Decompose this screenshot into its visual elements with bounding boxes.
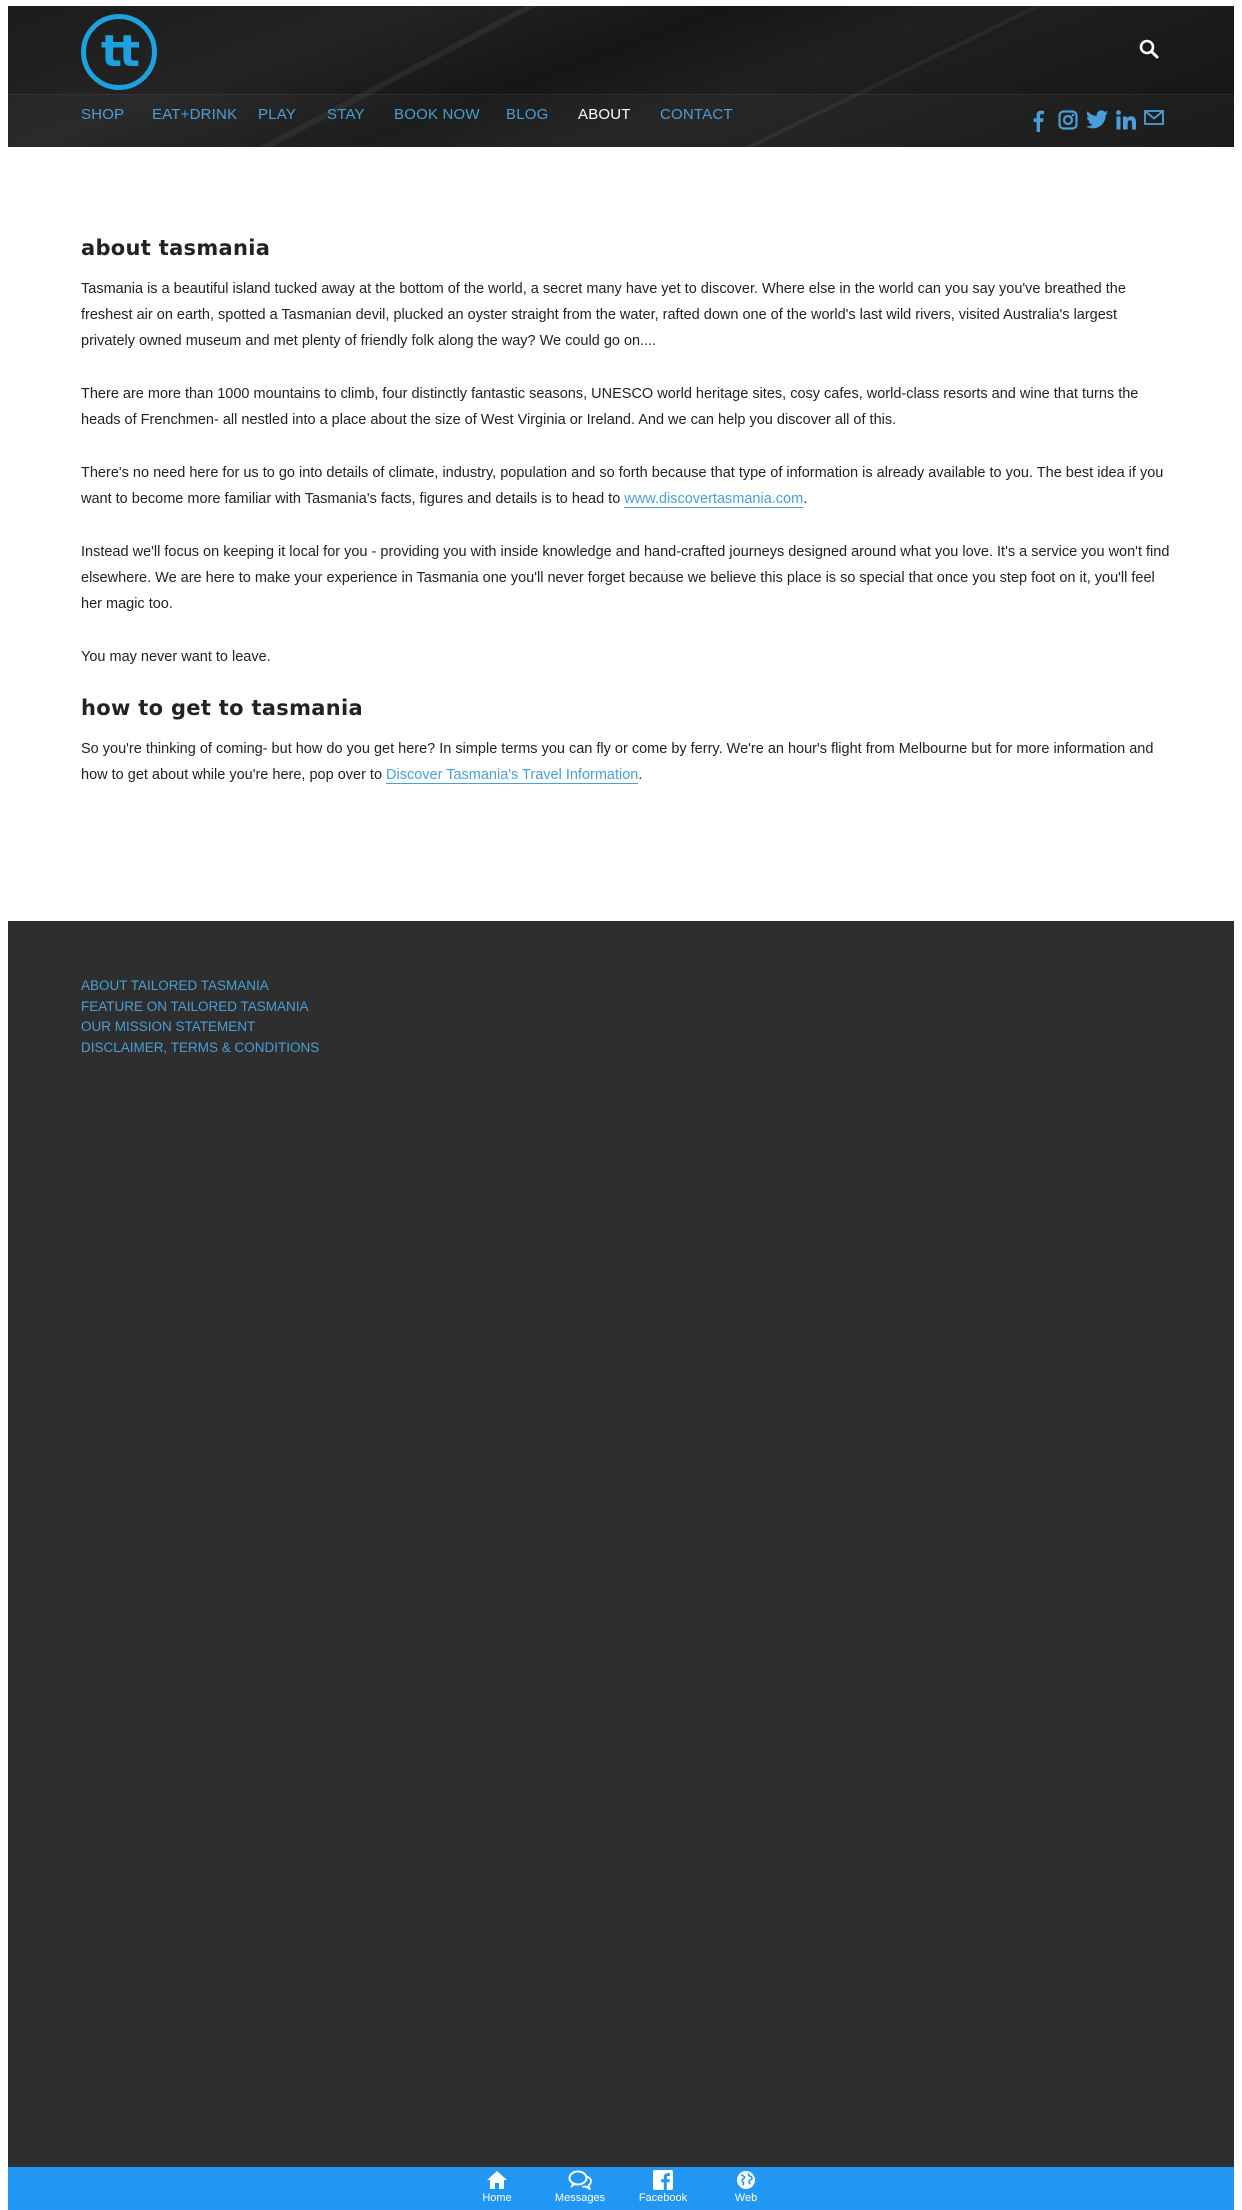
about-paragraph-1: Tasmania is a beautiful island tucked away at the bottom of the world, a secret many have yet to discover. Where else in the world can you say you've breathed the freshest air on earth, spotted a Tasmanian devil, plucked an oyster straight from the water, rafted down one of the world's last wild rivers, visited Australia's largest privately owned museum and met plenty of friendly folk along the way? We could go on.... — [81, 281, 1126, 349]
site-logo[interactable]: tt — [81, 14, 157, 90]
travel-information-link[interactable]: Discover Tasmania's Travel Information — [386, 767, 639, 783]
bottom-facebook-label: Facebook — [638, 2192, 688, 2204]
nav-item-eat-drink[interactable]: EAT+DRINK — [152, 106, 238, 123]
section-title-about: about tasmania — [81, 236, 271, 260]
getting-here-paragraph — [81, 736, 1171, 788]
site-header — [8, 6, 1234, 147]
nav-item-play[interactable]: PLAY — [258, 106, 297, 123]
footer-link-about[interactable]: ABOUT TAILORED TASMANIA — [81, 978, 269, 993]
header-top — [8, 6, 1234, 94]
nav-item-stay[interactable]: STAY — [327, 106, 365, 123]
bottom-web-button[interactable] — [711, 2170, 781, 2205]
footer-links — [81, 976, 319, 1058]
main-content — [81, 226, 1171, 788]
nav-item-book-now[interactable]: BOOK NOW — [394, 106, 480, 123]
getting-here-text: So you're thinking of coming- but how do you get here? In simple terms you can fly or come by ferry. We're an hour's flight from Melbourne but for more information and how to get about while you're here, pop over to — [81, 741, 1154, 783]
footer-link-disclaimer[interactable]: DISCLAIMER, TERMS & CONDITIONS — [81, 1039, 320, 1055]
footer-link-mission[interactable]: OUR MISSION STATEMENT — [81, 1019, 256, 1034]
instagram-icon[interactable] — [1058, 110, 1078, 130]
getting-here-end: . — [638, 767, 643, 783]
footer-link-feature[interactable]: FEATURE ON TAILORED TASMANIA — [81, 998, 309, 1014]
linkedin-icon[interactable] — [1116, 110, 1136, 130]
bottom-home-label: Home — [482, 2192, 512, 2204]
bottom-messages-button[interactable] — [545, 2170, 615, 2205]
mail-icon[interactable] — [1144, 110, 1164, 125]
nav-item-blog[interactable]: BLOG — [506, 106, 549, 123]
about-paragraph-3 — [81, 460, 1171, 512]
facebook-icon — [653, 2170, 673, 2190]
bottom-messages-label: Messages — [554, 2192, 606, 2204]
search-icon[interactable] — [1139, 39, 1159, 59]
about-paragraph-4: Instead we'll focus on keeping it local for you - providing you with inside knowledge and hand-crafted journeys designed around what you love. It's a service you won't find elsewhere. We are here to make your experience in Tasmania one you'll never forget because we believe this place is so special that once you step foot on it, you'll feel her magic too. — [81, 544, 1170, 612]
page-frame — [8, 6, 1234, 2202]
about-paragraph-2: There are more than 1000 mountains to climb, four distinctly fantastic seasons, UNESCO world heritage sites, cosy cafes, world-class resorts and wine that turns the heads of Frenchmen- all nestled into a place about the size of West Virginia or Ireland. And we can help you discover all of this. — [81, 386, 1139, 428]
nav-item-contact[interactable]: CONTACT — [660, 106, 733, 123]
globe-icon — [736, 2170, 756, 2190]
about-paragraph-3-end: . — [803, 491, 808, 507]
about-paragraph-3-text: There's no need here for us to go into details of climate, industry, population and so forth because that type of information is already available to you. The best idea if you want to become more familiar with Tasmania's facts, figures and details is to head to — [81, 465, 1164, 507]
section-title-getting-here: how to get to tasmania — [81, 696, 363, 720]
bottom-home-button[interactable] — [462, 2170, 532, 2205]
discover-tasmania-link[interactable]: www.discovertasmania.com — [624, 491, 804, 507]
bottom-action-bar — [8, 2167, 1234, 2210]
twitter-icon[interactable] — [1086, 110, 1108, 129]
nav-item-shop[interactable]: SHOP — [81, 106, 125, 123]
bottom-web-label: Web — [734, 2192, 758, 2204]
site-footer — [8, 921, 1234, 2167]
about-paragraph-5: You may never want to leave. — [81, 649, 271, 665]
facebook-icon[interactable] — [1032, 110, 1044, 132]
nav-item-about[interactable]: ABOUT — [578, 106, 631, 123]
messages-icon — [568, 2170, 592, 2190]
bottom-facebook-button[interactable] — [628, 2170, 698, 2205]
home-icon — [486, 2170, 508, 2190]
